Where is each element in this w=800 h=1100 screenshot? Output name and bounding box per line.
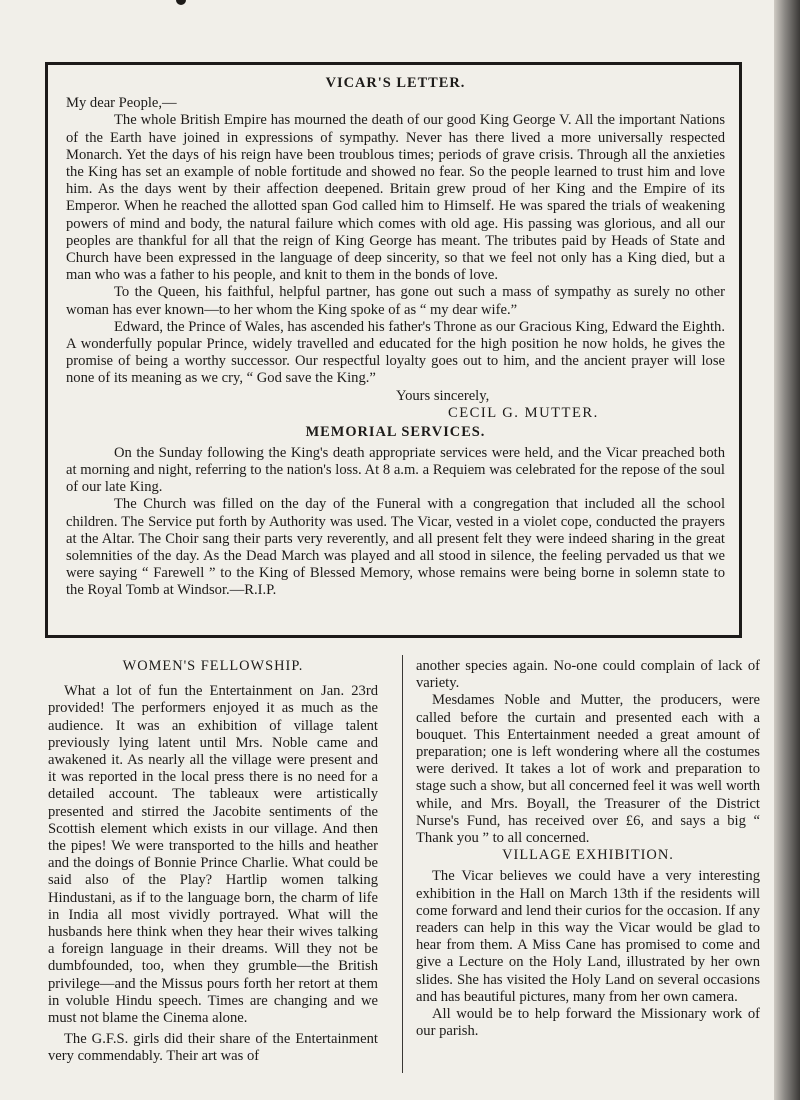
vicars-letter-paragraph: The whole British Empire has mourned the death of our good King George V. All the important Nations of the Earth have joined in expressions of sympathy. Never has there lived a more universally respected Monarch. Yet the days of his reign have been troublous times; periods of grave crisis. Through all the anxieties the King has set an example of noble fortitude and showed no fear. So the people learned to trust him and love him. As the days went by their affection deepened. Britain grew proud of her King and the Empire of its Emperor. When he reached the allotted span God called him to Himself. He was spared the trials of weakening powers of mind and body, the natural failure which comes with old age. His passing was glorious, and all our peoples are thankful for all that the reign of King George has meant. The tributes paid by Heads of State and Church have been expressed in the language of deep sincerity, so that we feel not only has a King died, but a man who was a father to his people, and knit to them in the bonds of love. [66, 112, 725, 284]
exhibition-paragraph: All would be to help forward the Missionary work of our parish. [416, 1006, 760, 1040]
right-column [416, 658, 760, 1040]
memorial-services-heading: MEMORIAL SERVICES. [305, 423, 486, 440]
vicars-letter-paragraph: To the Queen, his faithful, helpful partner, has gone out such a mass of sympathy as surely no other woman has ever known—to her whom the King spoke of as “ my dear wife.” [66, 284, 725, 318]
womens-fellowship-heading: WOMEN'S FELLOWSHIP. [122, 658, 304, 674]
salutation: My dear People,— [66, 95, 177, 112]
fellowship-paragraph: The G.F.S. girls did their share of the Entertainment very commendably. Their art was of [48, 1031, 378, 1065]
print-mark [176, 0, 186, 5]
vicars-letter-paragraph: Edward, the Prince of Wales, has ascended his father's Throne as our Gracious King, Edward the Eighth. A wonderfully popular Prince, widely travelled and educated for the high position he now holds, he gives the promise of being a worthy successor. Our respectful loyalty goes out to him, and the ancient prayer will lose none of its meaning as we cry, “ God save the King.” [66, 318, 725, 387]
womens-fellowship-column [48, 658, 378, 1066]
closing: Yours sincerely, [396, 387, 490, 404]
signature-block [66, 388, 725, 422]
fellowship-paragraph: What a lot of fun the Entertainment on Jan. 23rd provided! The performers enjoyed it as much as the audience. It was an exhibition of village talent previously lying latent until Mrs. Noble came and awakened it. As nearly all the village were present and it was reported in the local press there is no need for a detailed account. The tableaux were artistically presented and stirred the Jacobite sentiments of the Scottish element which exists in our village. And then the pipes! We were transported to the hills and heather and the doings of Bonnie Prince Charlie. What could be said also of the Play? Hartlip women talking Hindustani, as if to the language born, the charm of life in India all most vividly portrayed. What will the husbands here think when they hear their wives talking a foreign language in their dreams. Will they not be dumbfounded, too, when they grumble—the British privilege—and the Missus pours forth her retort at them in voluble Hindu speech. Times are changing and we must not blame the Cinema alone. [48, 683, 378, 1027]
fellowship-paragraph: Mesdames Noble and Mutter, the producers, were called before the curtain and presented each with a bouquet. This Entertainment needed a great amount of preparation; one is left wondering where all the costumes were derived. It takes a lot of work and preparation to stage such a show, but all concerned feel it was well worth while, and Mrs. Boyall, the Treasurer of the District Nurse's Fund, has received over £6, and says a big “ Thank you ” to all concerned. [416, 692, 760, 847]
column-divider [402, 655, 403, 1073]
vicars-letter-heading: VICAR'S LETTER. [325, 75, 466, 91]
exhibition-paragraph: The Vicar believes we could have a very interesting exhibition in the Hall on March 13th if the residents will come forward and lend their curios for the occasion. If any readers can help in this way the Vicar would be glad to hear from them. A Miss Cane has promised to come and give a Lecture on the Holy Land, illustrated by her own slides. She has visited the Holy Land on several occasions and has beautiful pictures, many from her own camera. [416, 868, 760, 1005]
signature: CECIL G. MUTTER. [448, 404, 599, 421]
vicars-letter-box [45, 62, 742, 638]
memorial-paragraph: On the Sunday following the King's death appropriate services were held, and the Vicar preached both at morning and night, referring to the nation's loss. At 8 a.m. a Requiem was celebrated for the repose of the soul of our late King. [66, 444, 725, 496]
fellowship-continuation: another species again. No-one could complain of lack of variety. [416, 658, 760, 692]
village-exhibition-heading: VILLAGE EXHIBITION. [502, 847, 674, 864]
memorial-paragraph: The Church was filled on the day of the Funeral with a congregation that included all the school children. The Service put forth by Authority was used. The Vicar, vested in a violet cope, conducted the prayers at the Altar. The Choir sang their parts very reverently, and all present felt they were indeed sharing in the great solemnities of the day. As the Dead March was played and all stood in silence, the feeling pervaded us that we were saying “ Farewell ” to the King of Blessed Memory, whose remains were being borne in solemn state to the Royal Tomb at Windsor.—R.I.P. [66, 496, 725, 599]
binding-shadow [774, 0, 800, 1100]
